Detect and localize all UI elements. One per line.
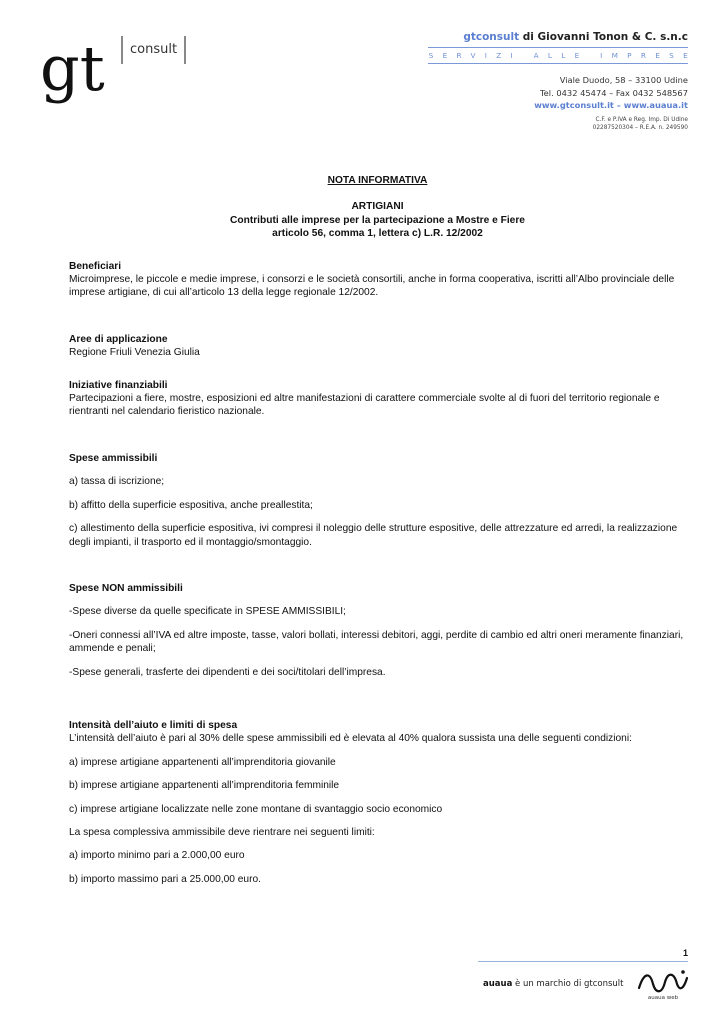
logo-word: consult: [130, 42, 178, 57]
header-rule: [428, 47, 688, 48]
doc-subtitle-2: Contributi alle imprese per la partecipazione a Mostre e Fiere: [230, 214, 525, 226]
header-rule-2: [428, 63, 688, 64]
gt-logo-graphic: [40, 28, 190, 123]
non-ammissibili-item-2: -Oneri connessi all’IVA ed altre imposte, tasse, valori bollati, interessi debitori, aggi, perdite di cambio ed altri oneri meramente finanziari, ammende e penali;: [69, 629, 684, 655]
section-text-beneficiari: Microimprese, le piccole e medie imprese, i consorzi e le società consortili, anche in forma cooperativa, iscritti all’Albo provinciale delle imprese artigiane, di cui all’articolo 13 della legge regionale 12/2002.: [69, 274, 675, 299]
non-ammissibili-item-3: -Spese generali, trasferte dei dipendenti e dei soci/titolari dell’impresa.: [69, 666, 386, 678]
limiti-item-b: b) importo massimo pari a 25.000,00 euro.: [69, 873, 261, 885]
section-heading-beneficiari: Beneficiari: [69, 260, 122, 272]
section-heading-intensita: Intensità dell’aiuto e limiti di spesa: [69, 719, 238, 731]
company-info: [428, 31, 697, 132]
doc-subtitle-1: ARTIGIANI: [351, 201, 404, 213]
logo-letters: gt: [40, 32, 105, 105]
company-name: gtconsult di Giovanni Tonon & C. s.n.c: [463, 31, 688, 43]
section-text-intensita: L’intensità dell’aiuto è pari al 30% delle spese ammissibili ed è elevata al 40% qualora sussista una delle seguenti condizioni:: [69, 733, 632, 745]
company-legal-1: C.F. e P.IVA e Reg. Imp. Di Udine: [595, 116, 688, 123]
auaua-logo-word: auaua web: [647, 995, 679, 1000]
gtconsult-logo: [40, 28, 190, 123]
auaua-logo-graphic: [636, 968, 690, 1000]
document-body: [69, 174, 686, 886]
section-heading-non-ammissibili: Spese NON ammissibili: [69, 582, 183, 594]
company-phone: Tel. 0432 45474 – Fax 0432 548567: [540, 87, 688, 98]
doc-subtitle-3: articolo 56, comma 1, lettera c) L.R. 12/2002: [272, 228, 483, 240]
company-web[interactable]: www.gtconsult.it – www.auaua.it: [534, 100, 688, 110]
footer-text: auaua è un marchio di gtconsult: [483, 979, 624, 989]
section-heading-iniziative: Iniziative finanziabili: [69, 379, 168, 391]
section-heading-spese: Spese ammissibili: [69, 452, 158, 464]
intensita-item-b: b) imprese artigiane appartenenti all’imprenditoria femminile: [69, 780, 340, 792]
intensita-item-a: a) imprese artigiane appartenenti all’imprenditoria giovanile: [69, 756, 336, 768]
spese-item-b: b) affitto della superficie espositiva, anche preallestita;: [69, 499, 313, 511]
doc-title: NOTA INFORMATIVA: [327, 175, 428, 186]
limiti-text: La spesa complessiva ammissibile deve rientrare nei seguenti limiti:: [69, 826, 375, 838]
company-tagline: SERVIZI ALLE IMPRESE: [428, 51, 697, 60]
company-address: Viale Duodo, 58 – 33100 Udine: [559, 75, 688, 85]
section-text-iniziative: Partecipazioni a fiere, mostre, esposizioni ed altre manifestazioni di carattere commerciale svolte al di fuori del territorio regionale e rientranti nel calendario fieristico nazionale.: [69, 393, 660, 418]
intensita-item-c: c) imprese artigiane localizzate nelle zone montane di svantaggio socio economico: [69, 803, 443, 815]
page-number: 1: [682, 948, 688, 958]
section-heading-aree: Aree di applicazione: [69, 333, 168, 345]
footer-rule: [478, 961, 688, 962]
company-legal-2: 02287520304 – R.E.A. n. 249590: [592, 124, 688, 131]
section-text-aree: Regione Friuli Venezia Giulia: [69, 347, 200, 359]
spese-item-c: c) allestimento della superficie espositiva, ivi compresi il noleggio delle strutture espositive, delle attrezzature ed arredi, la realizzazione degli impianti, il trasporto ed il montaggio/smontaggio.: [69, 523, 678, 548]
spese-item-a: a) tassa di iscrizione;: [69, 476, 165, 488]
non-ammissibili-item-1: -Spese diverse da quelle specificate in SPESE AMMISSIBILI;: [69, 606, 346, 618]
limiti-item-a: a) importo minimo pari a 2.000,00 euro: [69, 850, 245, 862]
auaua-web-logo: [636, 968, 690, 1000]
